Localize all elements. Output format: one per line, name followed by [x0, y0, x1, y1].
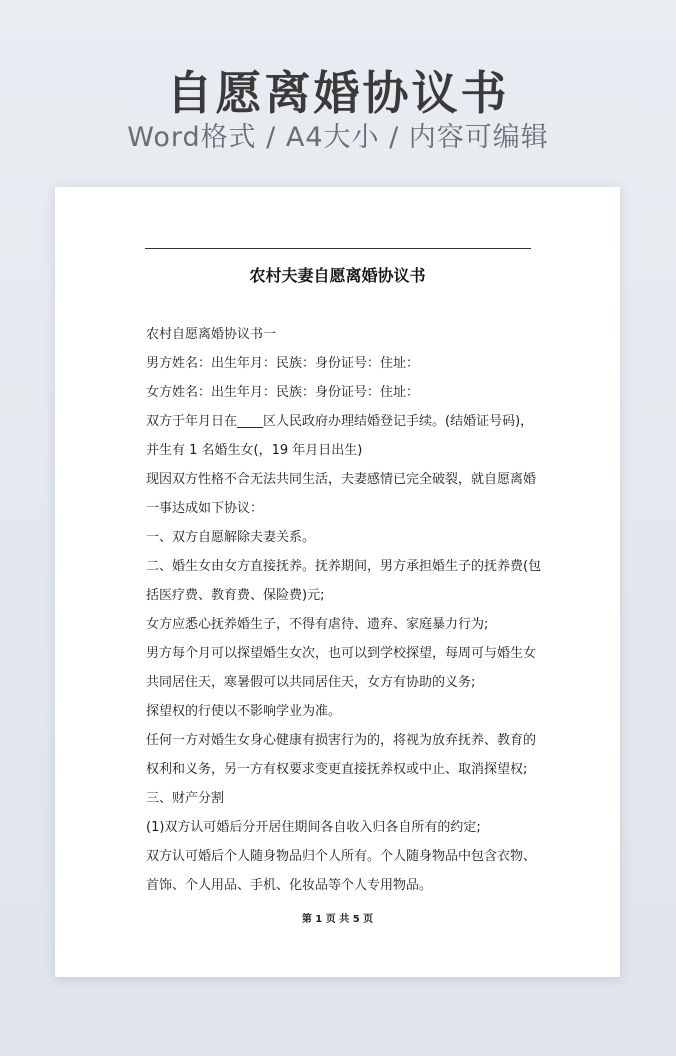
body-line: 共同居住天，寒暑假可以共同居住天，女方有协助的义务;	[146, 675, 476, 690]
document-page	[55, 187, 620, 977]
body-line: 权利和义务，另一方有权要求变更直接抚养权或中止、取消探望权;	[146, 762, 528, 777]
body-line: 男方姓名：出生年月：民族：身份证号：住址：	[146, 356, 420, 371]
header-rule	[145, 248, 531, 249]
body-line: 括医疗费、教育费、保险费)元;	[146, 588, 325, 603]
body-line: 现因双方性格不合无法共同生活，夫妻感情已完全破裂，就自愿离婚	[146, 472, 537, 487]
page-number: 第 1 页 共 5 页	[301, 914, 374, 925]
body-line: 一、双方自愿解除夫妻关系。	[146, 530, 316, 545]
document-body	[146, 320, 546, 900]
body-line: 首饰、个人用品、手机、化妆品等个人专用物品。	[146, 878, 433, 893]
body-line: 一事达成如下协议：	[146, 501, 264, 516]
body-line: 双方认可婚后个人随身物品归个人所有。个人随身物品中包含衣物、	[146, 849, 537, 864]
body-line: (1)双方认可婚后分开居住期间各自收入归各自所有的约定;	[146, 820, 481, 835]
body-line: 女方应悉心抚养婚生子，不得有虐待、遗弃、家庭暴力行为;	[146, 617, 489, 632]
body-line: 女方姓名：出生年月：民族：身份证号：住址：	[146, 385, 420, 400]
document-title: 农村夫妻自愿离婚协议书	[249, 266, 426, 285]
body-line: 任何一方对婚生女身心健康有损害行为的，将视为放弃抚养、教育的	[146, 733, 537, 748]
body-line: 双方于年月日在____区人民政府办理结婚登记手续。(结婚证号码)，	[146, 414, 534, 429]
body-line: 探望权的行使以不影响学业为准。	[146, 704, 342, 719]
body-line: 并生有 1 名婚生女(，19 年月日出生)	[146, 443, 363, 458]
body-line: 二、婚生女由女方直接抚养。抚养期间，男方承担婚生子的抚养费(包	[146, 559, 542, 574]
body-line: 农村自愿离婚协议书一	[146, 327, 277, 342]
page-title: 自愿离婚协议书	[166, 66, 510, 120]
page-subtitle: Word格式 / A4大小 / 内容可编辑	[127, 122, 549, 153]
body-line: 三、财产分割	[146, 791, 225, 806]
body-line: 男方每个月可以探望婚生女次，也可以到学校探望，每周可与婚生女	[146, 646, 537, 661]
